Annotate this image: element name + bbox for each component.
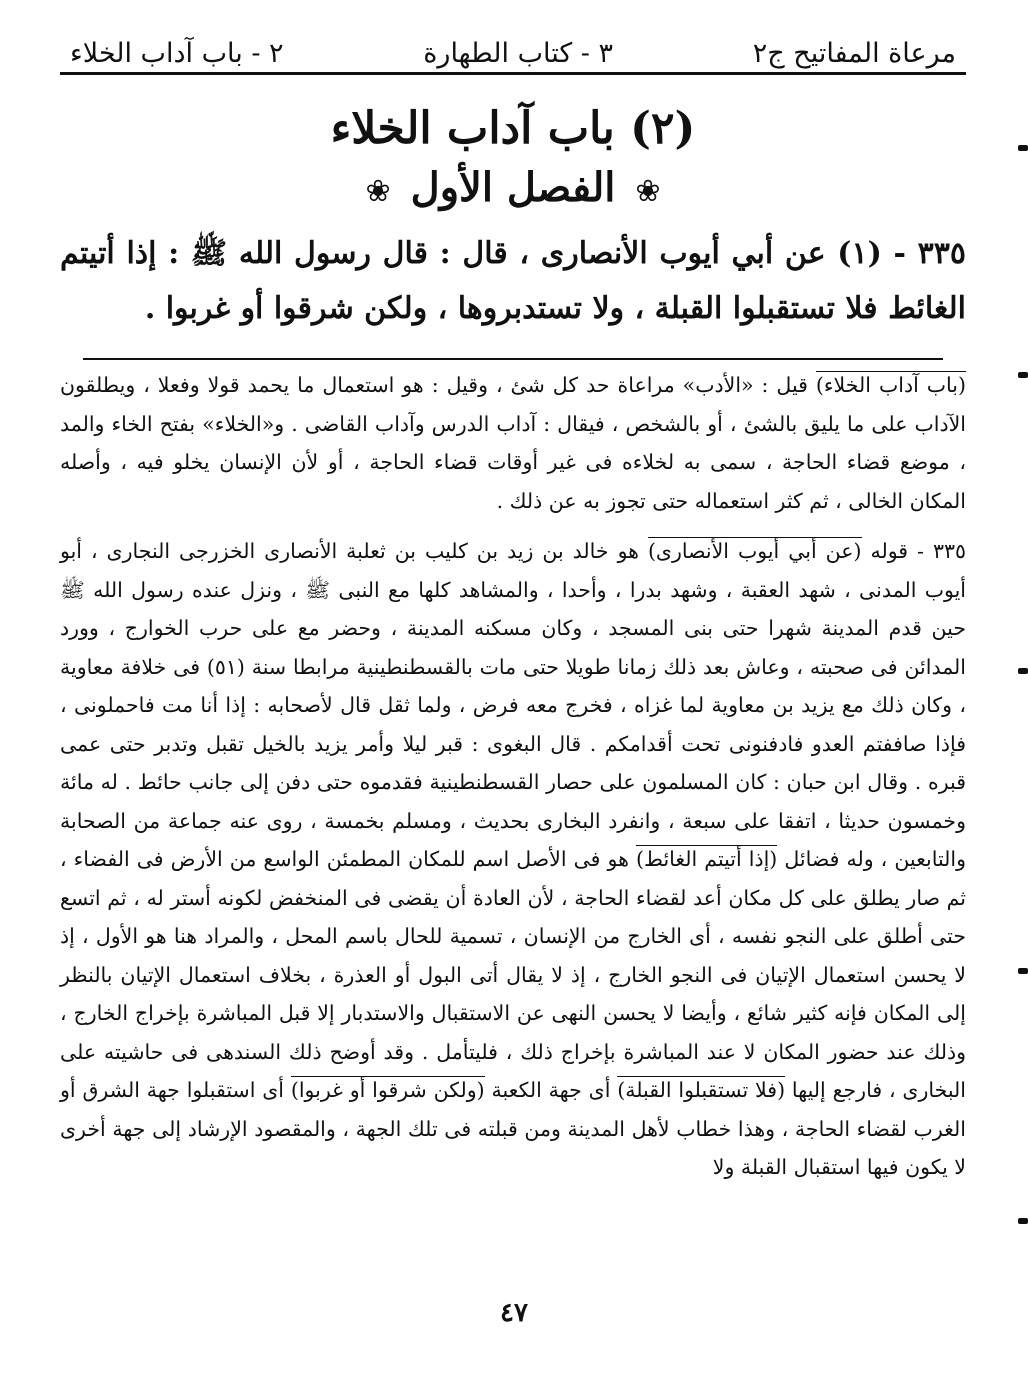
commentary-text: أى استقبلوا جهة الشرق أو الغرب لقضاء الحاجة ، وهذا خطاب لأهل المدينة ومن قبلته فى تلك الجهة ، والمقصود الإرشاد إلى جهة أخرى لا يكون فيها استقبال القبلة ولا xyxy=(60,1078,966,1180)
lemma-highlight: (ولكن شرقوا أو غربوا) xyxy=(290,1078,485,1103)
commentary-paragraph-2 xyxy=(60,532,966,1187)
margin-mark xyxy=(1018,145,1028,151)
margin-mark xyxy=(1018,668,1028,674)
commentary-text: هو فى الأصل اسم للمكان المطمئن الواسع من الأرض فى الفضاء ، ثم صار يطلق على كل مكان أعد لقضاء الحاجة ، لأن العادة أن يقضى فى المنخفض لكونه أستر له ، ثم اتسع حتى أطلق على النجو نفسه ، أى الخارج من الإنسان ، تسمية للحال باسم المحل ، والمراد هنا هو الأول ، إذ لا يحسن استعمال الإتيان فى النجو الخارج ، إذ لا يقال أتى البول أو العذرة ، بخلاف استعمال الإتيان بالنظر إلى المكان فإنه كثير شائع ، وأيضا لا يحسن النهى عن الاستقبال والاستدبار إلا قبل المباشرة بإخراج الخارج ، وذلك عند حضور المكان لا عند المباشرة بإخراج ذلك ، فليتأمل . وقد أوضح ذلك السندهى فى حاشيته على البخارى ، فارجع إليها xyxy=(60,847,966,1103)
divider-rule xyxy=(83,358,943,360)
margin-mark xyxy=(1018,372,1028,378)
margin-mark xyxy=(1018,1218,1028,1224)
page-number: ٤٧ xyxy=(500,1298,528,1328)
ornament-left-icon: ❀ xyxy=(365,174,391,210)
commentary-prefix: ٣٣٥ - قوله xyxy=(861,539,966,564)
commentary-text: قيل : «الأدب» مراعاة حد كل شئ ، وقيل : هو استعمال ما يحمد قولا وفعلا ، ويطلقون الآداب على ما يليق بالشئ ، أو بالشخص ، فيقال : آداب الدرس وآداب القاضى . و«الخلاء» بفتح الخاء والمد ، موضع قضاء الحاجة ، سمى به لخلاءه فى غير أوقات قضاء الحاجة ، أو لأن الإنسان يخلو فيه ، وأصله المكان الخالى ، ثم كثر استعماله حتى تجوز به عن ذلك . xyxy=(60,373,966,513)
commentary-text: أى جهة الكعبة xyxy=(484,1078,618,1103)
running-header xyxy=(60,38,966,75)
lemma-highlight: (عن أبي أيوب الأنصارى) xyxy=(647,539,862,564)
lemma-highlight: (باب آداب الخلاء) xyxy=(815,373,966,398)
header-kitab: ٣ - كتاب الطهارة xyxy=(423,38,614,69)
ornament-right-icon: ❀ xyxy=(635,174,661,210)
section-title: الفصل الأول xyxy=(410,164,616,212)
lemma-highlight: (إذا أتيتم الغائط) xyxy=(636,847,778,872)
margin-mark xyxy=(1018,968,1028,974)
lemma-highlight: (فلا تستقبلوا القبلة) xyxy=(617,1078,786,1103)
commentary-paragraph-1 xyxy=(60,366,966,520)
section-title-row xyxy=(60,162,966,214)
header-bab: ٢ - باب آداب الخلاء xyxy=(70,38,284,69)
commentary-text: هو خالد بن زيد بن كليب بن ثعلبة الأنصارى الخزرجى النجارى ، أبو أيوب المدنى ، شهد العقبة ، وشهد بدرا ، وأحدا ، والمشاهد كلها مع النبى ﷺ ، ونزل عنده رسول الله ﷺ حين قدم المدينة شهرا حتى بنى المسجد ، وكان مسكنه المدينة ، وحضر مع على حرب الخوارج ، وورد المدائن فى صحبته ، وعاش بعد ذلك زمانا طويلا حتى مات بالقسطنطينية مرابطا سنة (٥١) فى خلافة معاوية ، وكان ذلك مع يزيد بن معاوية لما غزاه ، فخرج معه فرض ، ولما ثقل قال لأصحابه : إذا أنا مت فاحملونى ، فإذا صاففتم العدو فادفنونى تحت أقدامكم . قال البغوى : قبر ليلا وأمر يزيد بالخيل تقبل وتدبر حتى عمى قبره . وقال ابن حبان : كان المسلمون على حصار القسطنطينية فقدموه حتى دفن إلى جانب حائط . له مائة وخمسون حديثا ، اتفقا على سبعة ، وانفرد البخارى بحديث ، ومسلم بخمسة ، روى عنه جماعة من الصحابة والتابعين ، وله فضائل xyxy=(60,539,967,872)
hadith-text: ٣٣٥ - (١) عن أبي أيوب الأنصارى ، قال : قال رسول الله ﷺ : إذا أتيتم الغائط فلا تستقبلوا القبلة ، ولا تستدبروها ، ولكن شرقوا أو غربوا . xyxy=(60,236,966,327)
chapter-title: (٢) باب آداب الخلاء xyxy=(330,103,696,155)
header-book-title: مرعاة المفاتيح ج٢ xyxy=(752,38,956,69)
